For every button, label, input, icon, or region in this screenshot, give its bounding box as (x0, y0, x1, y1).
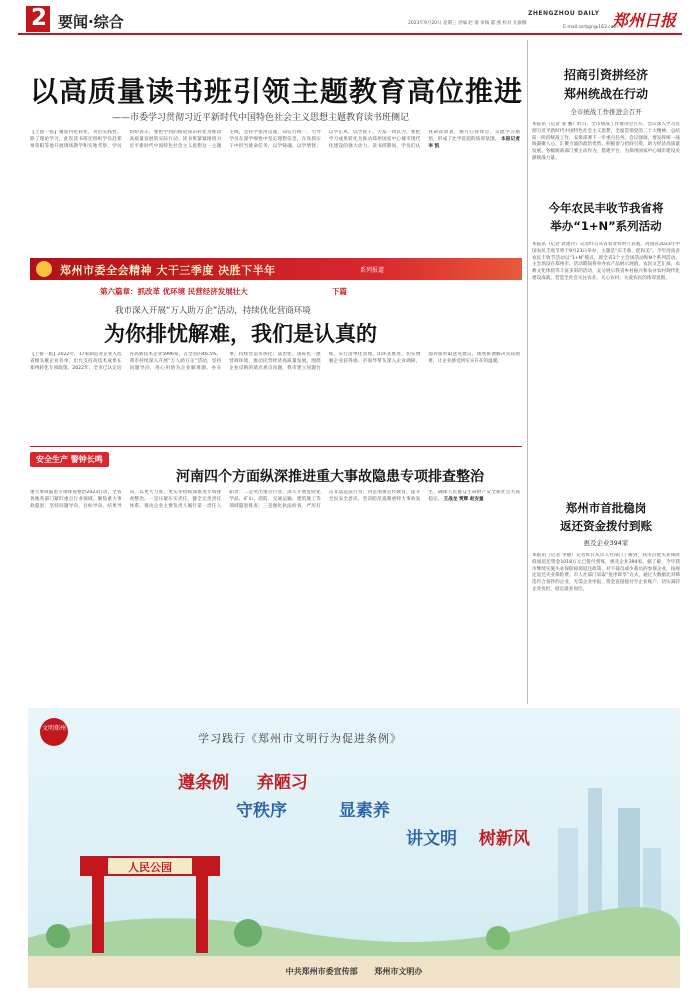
lead-subheadline: ——市委学习贯彻习近平新时代中国特色社会主义思想主题教育读书班侧记 (112, 113, 410, 123)
slogan-1a: 遵条例 (178, 773, 229, 793)
sidebar1 (532, 66, 680, 176)
gate-pillar (196, 873, 208, 953)
date-line: 2023年9月20日 星期三 责编 赵 倩 审核 董 燕 校对 孔敏娜 (408, 21, 527, 26)
sidebar3-body: 本报讯（记者 李丽）记者昨日从市人社部门了解到，我市首批失业保险稳岗返还资金1018万元已拨付到账，惠及企业394家。据了解，今年我市继续实施失业保险稳岗返还政策，对不裁员或少裁员的参保企业，按规定返还失业保险费。市人社部门采取“免申即享”方式，通过大数据比对筛选符合条件的企业，无需企业申报，资金直接拨付至企业账户，切实减轻企业负担，稳定就业岗位。 (532, 553, 680, 592)
sidebar3 (532, 500, 680, 709)
slogan-2b: 显素养 (338, 801, 390, 821)
lead-byline: 本报记者 李 凯 (428, 136, 520, 149)
right-column-rule (527, 40, 528, 704)
paper-name: 郑州日报 (612, 11, 677, 30)
poster-title: 学习践行《郑州市文明行为促进条例》 (198, 732, 402, 745)
sidebar1-headline-l1: 招商引资拼经济 (563, 68, 648, 82)
feature-headline: 为你排忧解难，我们是认真的 (104, 321, 377, 346)
lead-body-text: 【上接一版】聚焦内化转化，突出实践性。除了理论学习，此次读书班还组织学员赴郑州荥阳等地开展现场教学和实地考察，学员纷纷表示，要把学到的理论知识转化为推动高质量发展的实际行动。读书班紧紧围绕习近平新时代中国特色社会主义思想这一主题主线，坚持学思用贯通、知信行统一，引导学员在深学细悟中坚定理想信念，在真抓实干中担当使命任务，以学铸魂、以学增智、以学正风、以学促干。大家一致认为，要把学习成果转化为推动郑州国家中心城市现代化建设的强大动力。读书班期间，学员们认真研读原著，撰写心得体会，交流学习感悟，形成了比学赶超的浓厚氛围。 (30, 130, 520, 149)
safety-byline: 王战龙 贾辉 赵安童 (443, 496, 484, 502)
gate-sign: 人民公园 (128, 861, 172, 874)
page-number: 2 (30, 5, 47, 31)
sidebar2-body: 本报讯（记者 武建玲）记者昨日从省农业农村厅获悉，河南省2023年中国农民丰收节将于9月23日举办，主题是“庆丰收、促和美”。今年河南省农民丰收节活动以“1+N”模式，即全省1个主会场活动和N个系列活动。主会场设在郑州市。活动期间将举办农产品展示展销、农民文艺汇演、农耕文化体验等丰富多彩的活动，充分展示我省乡村振兴和农业农村现代化建设成就，营造全社会关注农业、关心农村、关爱农民的浓厚氛围。 (532, 242, 680, 281)
tree (234, 919, 262, 947)
party-emblem-icon (36, 261, 52, 277)
sidebar2 (532, 200, 680, 502)
sidebar3-sub: 惠及企业394家 (583, 539, 629, 547)
lead-body (30, 130, 520, 252)
paper-name-en: ZHENGZHOU DAILY (528, 10, 600, 17)
banner-tag: 系列报道 (360, 267, 385, 274)
slogan-2a: 守秩序 (236, 801, 287, 821)
footer-b: 郑州市文明办 (374, 967, 423, 976)
sidebar1-sub: 全市统战工作推进会召开 (570, 108, 642, 116)
feature-kicker-row (30, 286, 522, 298)
poster-skyline (28, 708, 680, 988)
sidebar3-headline-l1: 郑州市首批稳岗 (565, 501, 647, 515)
sidebar2-headline-l2: 举办“1+N”系列活动 (550, 219, 662, 233)
slogan-row-1 (178, 768, 308, 793)
safety-body (30, 490, 520, 698)
feature-kicker: 第六篇章：抓改革 优环境 民营经济发展壮大 (100, 287, 248, 296)
slogan-3a: 讲文明 (406, 829, 457, 849)
sidebar1-body: 本报讯（记者 张 鹏）昨日，全市统战工作推进会召开。会议深入学习贯彻习近平新时代中国特色社会主义思想，全面贯彻党的二十大精神，总结前一阶段统战工作，安排部署下一步重点任务。会议强调，要发挥统一战线凝聚人心、汇聚力量的政治优势，积极参与招商引资，助力经济高质量发展。各级统战部门要主动作为，搭建平台，为郑州国家中心城市建设贡献统战力量。 (532, 122, 680, 161)
feature-subtitle: 我市深入开展“万人助万企”活动，持续优化营商环境 (115, 306, 311, 316)
tree (46, 924, 70, 948)
slogan-1b: 弃陋习 (256, 773, 308, 793)
sidebar1-headline-l2: 郑州统战在行动 (563, 87, 648, 101)
lead-headline: 以高质量读书班引领主题教育高位推进 (30, 75, 524, 108)
feature-body: 【上接一版】2022年，17家制造业企业入选省级头雁企业名单，出台支持高技术成果在郑州转化专项政策。2022年，全市已认定培育高新技术企业5996家，占全省的46.5%。我市持续深入开展“万人助万企”活动，坚持问题导向，用心用情为企业解难题、办实事，持续营造市场化、法治化、国际化一流营商环境，推动民营经济高质量发展。围绕企业反映的堵点难点问题，我市建立问题台账，实行清单化管理、闭环式推进，切实增强企业获得感。市领导带头深入企业调研，面对面听取意见建议，现场协调解决实际困难，让企业感受到实实在在的温暖。 (30, 352, 520, 371)
civility-poster (28, 708, 680, 988)
slogan-row-3 (406, 824, 530, 849)
sidebar3-headline-l2: 返还资金拨付到账 (560, 519, 652, 533)
sidebar2-headline-l1: 今年农民丰收节我省将 (548, 201, 664, 215)
series-banner (30, 258, 522, 280)
poster-footer (28, 966, 680, 977)
safety-body-text: 重大事故隐患专项排查整治2023行动，全省各地各部门紧盯重点行业领域，聚焦重大事故隐患，坚持问题导向、目标导向、结果导向，以更大力度、更实举措纵深推进专项排查整治。一是压紧压实责任，健全完善责任体系，推动企业主要负责人履行第一责任人职责；二是突出重点行业，深入开展危险化学品、矿山、消防、交通运输、建筑施工等领域隐患排查；三是强化执法检查，严厉打击非法违法行为；四是加强宣传教育，提升全民安全意识，坚决防范遏制重特大事故发生，确保人民群众生命财产安全和社会大局稳定。 (30, 490, 520, 509)
email: E-mail:zzrbgn@163.com (563, 25, 618, 30)
feature-part: 下篇 (332, 287, 347, 296)
safety-headline: 河南四个方面纵深推进重大事故隐患专项排查整治 (176, 469, 484, 485)
footer-a: 中共郑州市委宣传部 (285, 967, 358, 976)
safety-badge: 安全生产 警钟长鸣 (30, 452, 109, 467)
tree (486, 926, 510, 950)
slogan-3b: 树新风 (478, 829, 530, 849)
banner-title: 郑州市委全会精神 大干三季度 决胜下半年 (60, 264, 276, 277)
masthead (8, 5, 682, 32)
gate-pillar (92, 873, 104, 953)
section-title: 要闻·综合 (58, 13, 124, 31)
section-rule-1 (30, 446, 522, 447)
poster-logo: 文明郑州 (40, 718, 68, 746)
slogan-row-2 (236, 796, 390, 821)
masthead-rule (18, 33, 682, 35)
